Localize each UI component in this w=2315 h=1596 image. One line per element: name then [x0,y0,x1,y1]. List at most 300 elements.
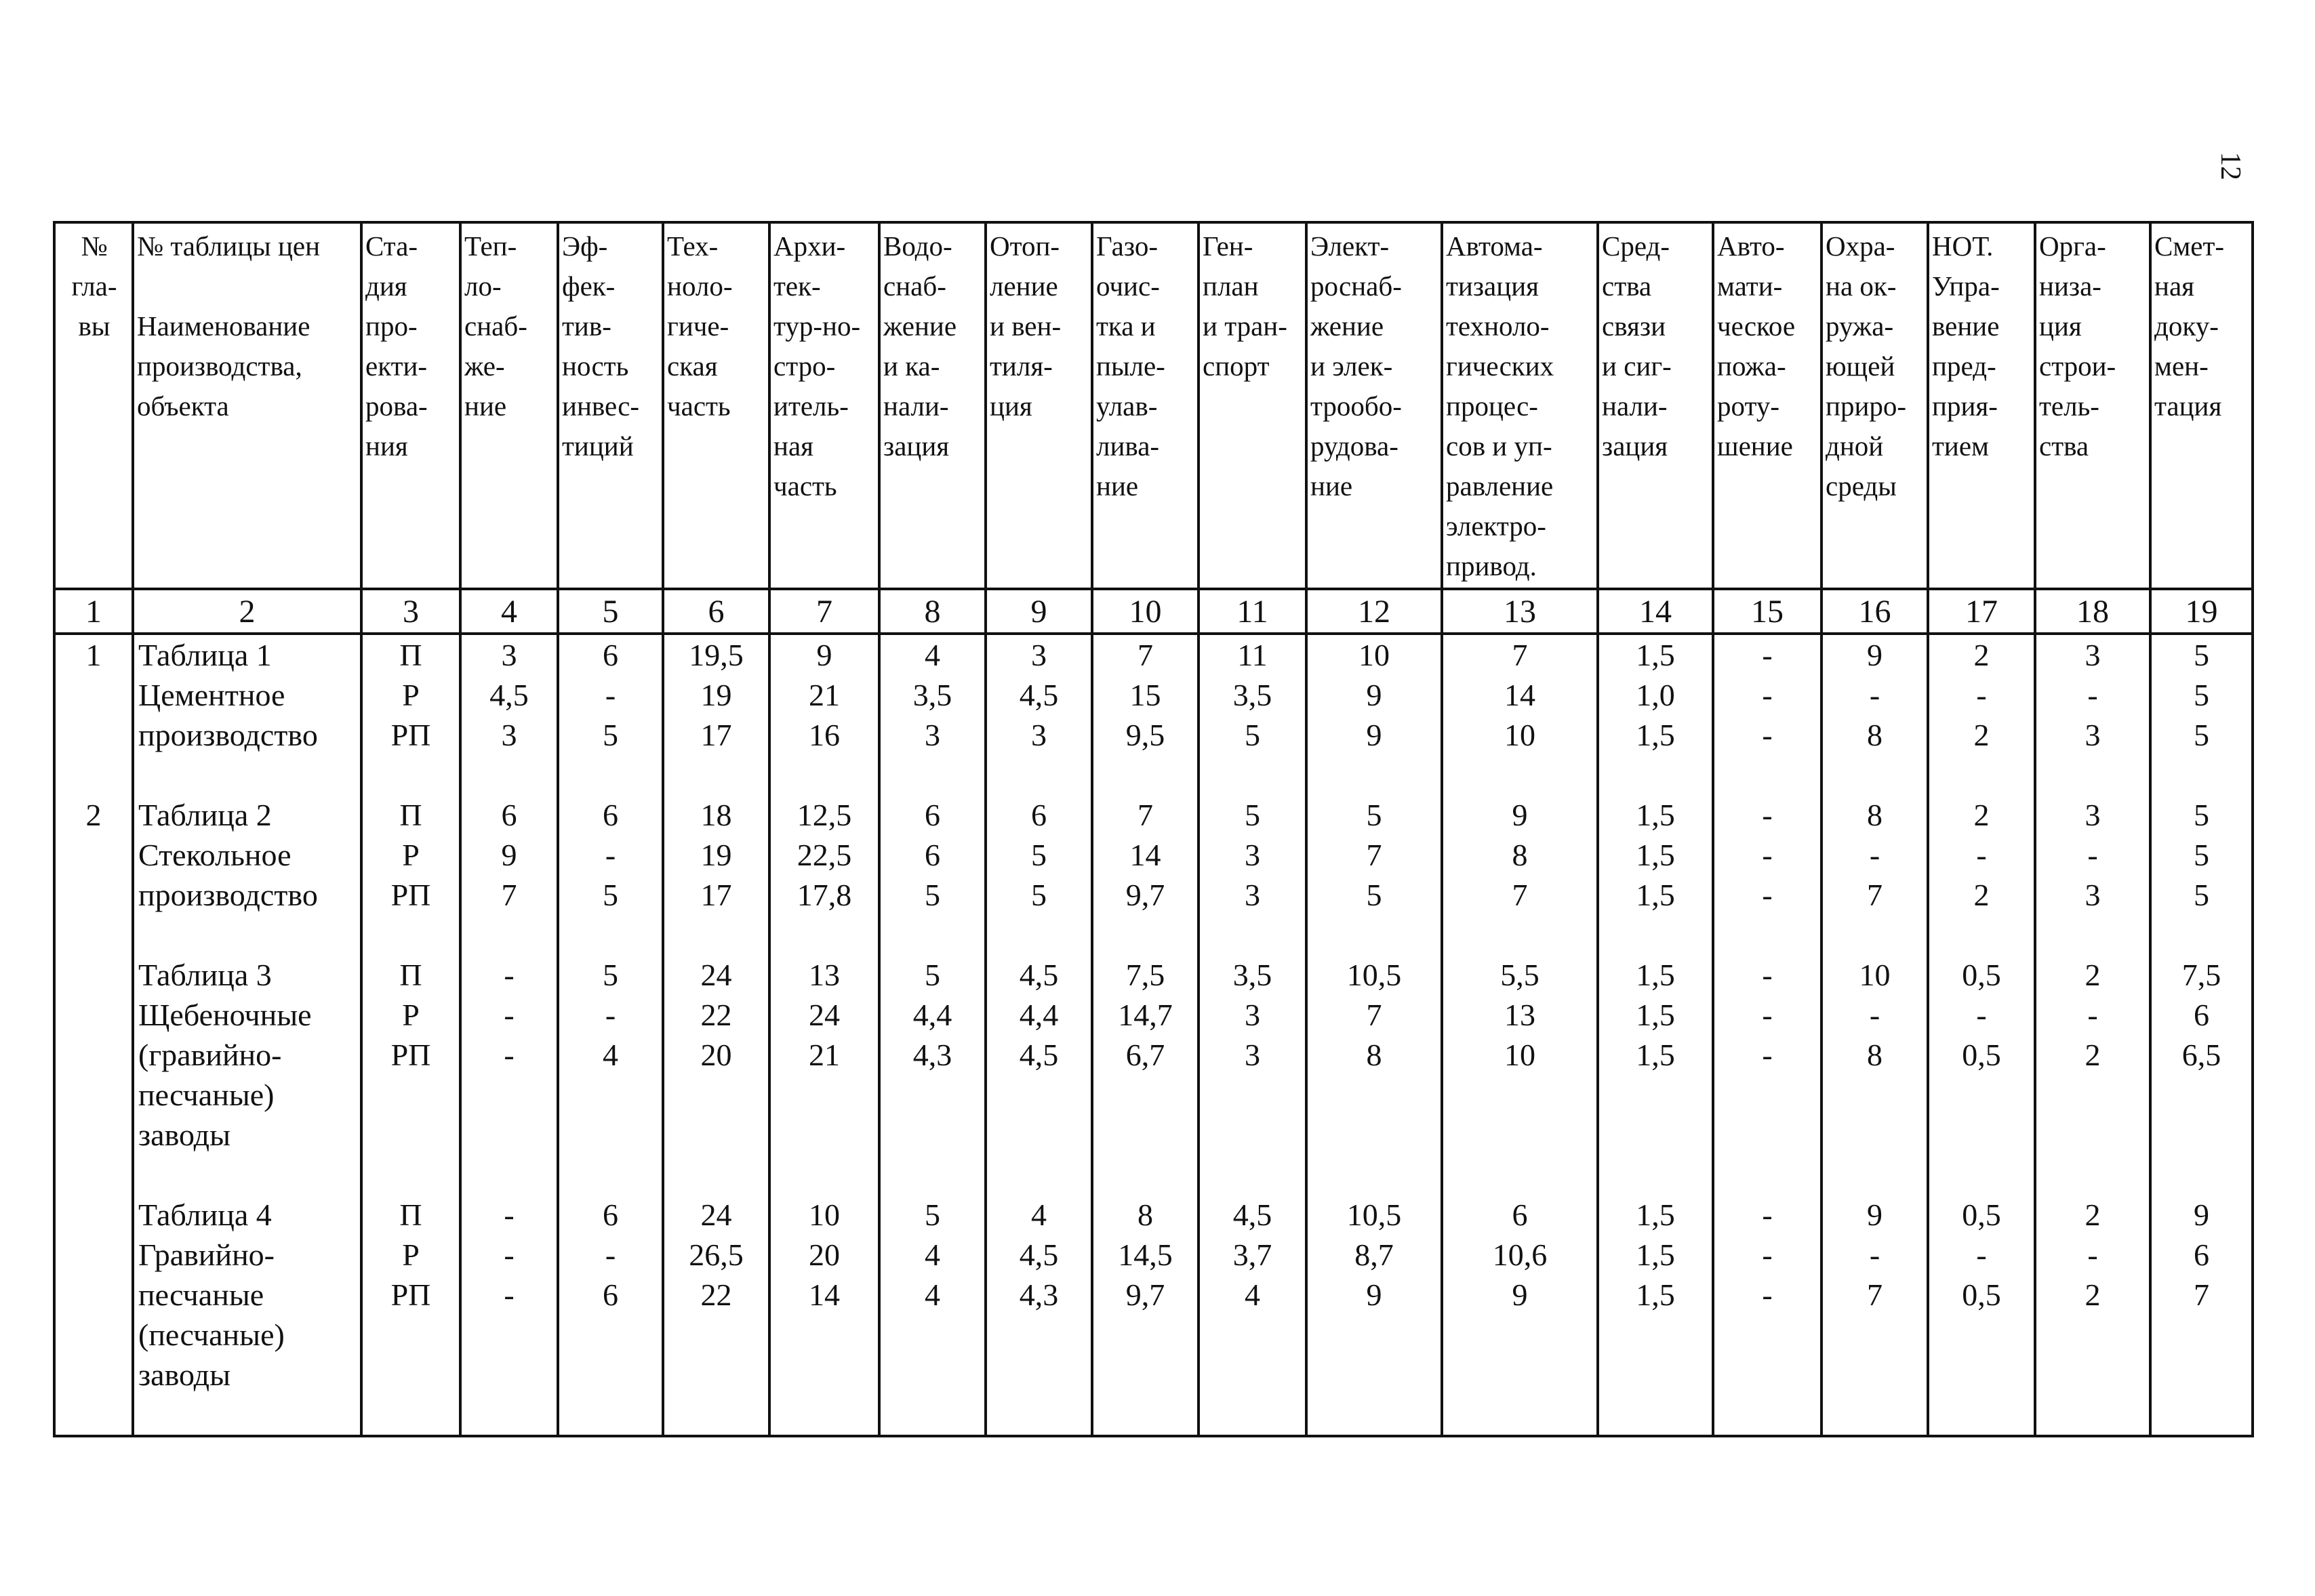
table-cell: 7 [1138,638,1153,672]
table-cell: 4,5 [1019,678,1059,712]
table-cell: 6 [1512,1198,1528,1232]
table-cell: 10,6 [1492,1237,1548,1272]
table-cell: 9 [1512,1277,1528,1312]
header-line: Отоп- [990,230,1060,262]
group-block [363,1195,459,1435]
table-cell: 2 [2085,958,2101,992]
table-cell: 22 [700,998,732,1032]
object-name-line: песчаные) [138,1078,275,1112]
table-cell: 15 [1129,678,1161,712]
group-block [1714,955,1820,1195]
header-line: зация [883,430,950,462]
header-line: электро- [1446,510,1546,541]
header-line: мен- [2154,350,2209,382]
table-cell: - [1762,718,1773,752]
group-block [1443,955,1596,1195]
table-cell: Р [402,1237,420,1272]
column-1-body [54,634,133,1436]
table-cell: 3,5 [1232,678,1272,712]
table-cell: 7 [501,878,517,912]
table-cell: 6 [603,638,618,672]
table-cell: 10 [1504,718,1535,752]
column-17-body [1928,634,2035,1436]
object-name-line: Таблица 4 [138,1198,272,1232]
group-block [2036,795,2149,955]
header-line: тель- [2039,390,2099,422]
group-block [462,635,557,795]
group-block [1200,795,1305,955]
column-number: 17 [1928,589,2035,634]
table-cell: 3,7 [1232,1237,1272,1272]
table-cell: - [1762,1038,1773,1072]
object-name-line: Таблица 1 [138,638,272,672]
object-name-line: (песчаные) [138,1317,285,1352]
table-cell: 19 [700,838,732,872]
group-block [1929,1195,2034,1435]
table-cell: - [504,1237,515,1272]
table-cell: 5 [603,718,618,752]
header-line: Газо- [1096,230,1158,262]
group-block [1308,955,1441,1195]
table-cell: 5 [1245,718,1260,752]
table-cell: - [2087,838,2098,872]
table-cell: 17 [700,718,732,752]
group-block [1929,955,2034,1195]
table-cell: 5 [925,1198,940,1232]
table-cell: 7 [1512,638,1528,672]
column-header-5 [558,222,663,589]
table-cell: - [1762,1237,1773,1272]
header-line: ства [1602,270,1652,302]
table-cell: 4,5 [1019,958,1059,992]
header-line: улав- [1096,390,1158,422]
table-cell: 3 [2085,718,2101,752]
table-cell: 4,4 [1019,998,1059,1032]
table-cell: 1,5 [1636,998,1675,1032]
column-number: 3 [361,589,460,634]
group-block [881,635,984,795]
table-cell: - [605,838,616,872]
header-line: среды [1826,470,1897,502]
group-block [1093,635,1197,795]
column-9-body [986,634,1092,1436]
table-cell: 14,5 [1118,1237,1173,1272]
column-3-body [361,634,460,1436]
column-number: 4 [460,589,558,634]
table-cell: РП [390,1038,431,1072]
column-4-body [460,634,558,1436]
table-cell: 9,7 [1125,1277,1165,1312]
group-block [664,1195,768,1435]
table-cell: 3 [1245,878,1260,912]
table-cell: 9,5 [1125,718,1165,752]
table-cell: 11 [1237,638,1268,672]
table-cell: - [1762,878,1773,912]
header-line: рудова- [1310,430,1398,462]
header-line: часть [667,390,731,422]
column-header-18 [2035,222,2150,589]
table-cell: 5 [1245,798,1260,832]
column-number: 5 [558,589,663,634]
table-cell: 0,5 [1962,1277,2001,1312]
group-block [664,635,768,795]
table-cell: 10 [1504,1038,1535,1072]
header-line: роту- [1717,390,1779,422]
table-cell: 6,7 [1125,1038,1165,1072]
header-line: ния [365,430,408,462]
table-cell: 14 [809,1277,840,1312]
header-line: очис- [1096,270,1160,302]
table-cell: 9,7 [1125,878,1165,912]
header-line: объекта [137,390,229,422]
table-cell: - [1762,798,1773,832]
table-cell: 5 [603,878,618,912]
column-header-2 [133,222,361,589]
table-cell: 5 [2194,878,2209,912]
table-cell: 17,8 [797,878,852,912]
header-line: Авто- [1717,230,1785,262]
header-line: инвес- [562,390,640,422]
table-cell: - [2087,678,2098,712]
group-block [881,955,984,1195]
column-number: 13 [1442,589,1598,634]
header-line [137,268,359,308]
table-cell: 7 [1366,998,1382,1032]
column-header-9 [986,222,1092,589]
group-block [462,795,557,955]
table-cell: 5 [603,958,618,992]
object-name-line: Таблица 2 [138,798,272,832]
header-line: пыле- [1096,350,1165,382]
header-line: техноло- [1446,310,1550,342]
group-block [1443,1195,1596,1435]
table-cell: 9 [1867,638,1883,672]
column-header-7 [769,222,879,589]
header-line: ние [1310,470,1353,502]
column-header-3 [361,222,460,589]
table-cell: 9 [1366,1277,1382,1312]
header-line: дной [1826,430,1884,462]
chapter-number: 2 [85,798,102,832]
group-block [2152,795,2251,955]
table-cell: - [1976,998,1987,1032]
group-block [559,955,662,1195]
group-block [1308,635,1441,795]
table-cell: 1,5 [1636,1198,1675,1232]
group-block [881,795,984,955]
group-block [559,635,662,795]
group-block [1823,1195,1927,1435]
table-cell: 7,5 [2181,958,2221,992]
table-cell: - [504,1198,515,1232]
column-number: 16 [1821,589,1928,634]
column-18-body [2035,634,2150,1436]
table-cell: 5 [1031,878,1047,912]
header-line: Ген- [1203,230,1253,262]
column-number: 1 [54,589,133,634]
header-line: Наименование [137,310,310,342]
table-cell: 1,5 [1636,1237,1675,1272]
header-line: Архи- [773,230,846,262]
header-line: трообо- [1310,390,1402,422]
header-line: фек- [562,270,616,302]
table-cell: 6 [603,1277,618,1312]
column-header-16 [1821,222,1928,589]
table-cell: 7 [1512,878,1528,912]
header-line: пожа- [1717,350,1786,382]
group-block [56,955,132,1195]
table-cell: 3 [1245,998,1260,1032]
table-cell: Р [402,998,420,1032]
table-cell: 2 [1973,638,1990,672]
header-line: мати- [1717,270,1783,302]
header-line: Тех- [667,230,719,262]
table-cell: 8 [1867,1038,1883,1072]
column-19-body [2150,634,2253,1436]
group-block [771,635,878,795]
table-cell: - [605,678,616,712]
header-line: Смет- [2154,230,2225,262]
group-block [1714,1195,1820,1435]
header-line: равление [1446,470,1554,502]
group-block [138,635,360,795]
column-header-1 [54,222,133,589]
table-cell: 1,5 [1636,638,1675,672]
table-cell: 3 [1031,718,1047,752]
table-cell: 17 [700,878,732,912]
table-cell: - [605,998,616,1032]
table-cell: 6 [925,798,940,832]
column-14-body [1598,634,1713,1436]
table-cell: - [1762,838,1773,872]
header-line: Упра- [1932,270,2000,302]
header-line: ноло- [667,270,733,302]
table-cell: 10 [1859,958,1891,992]
table-cell: - [1869,838,1880,872]
column-number: 19 [2150,589,2253,634]
group-block [1599,795,1712,955]
object-name-line: производство [138,878,318,912]
header-line: Ста- [365,230,418,262]
table-cell: 24 [700,1198,732,1232]
table-cell: - [1869,998,1880,1032]
table-cell: 21 [809,1038,840,1072]
table-cell: 7 [1867,1277,1883,1312]
column-number: 15 [1713,589,1821,634]
table-cell: 19,5 [689,638,744,672]
group-block [1200,635,1305,795]
table-cell: 1,5 [1636,1277,1675,1312]
table-cell: 3 [501,638,517,672]
table-cell: - [504,998,515,1032]
table-cell: 8 [1512,838,1528,872]
table-cell: 10,5 [1346,1198,1402,1232]
table-cell: 4,5 [1019,1038,1059,1072]
table-cell: 3 [2085,638,2101,672]
table-cell: 9 [816,638,832,672]
header-line: стро- [773,350,836,382]
group-block [56,795,132,955]
table-cell: 3 [1245,1038,1260,1072]
group-block [881,1195,984,1435]
group-block [771,1195,878,1435]
column-12-body [1306,634,1442,1436]
table-cell: 5 [2194,838,2209,872]
column-number: 10 [1092,589,1199,634]
group-block [2152,955,2251,1195]
header-line: производства, [137,350,302,382]
table-cell: 10 [809,1198,840,1232]
group-block [1200,955,1305,1195]
table-cell: 5 [2194,678,2209,712]
table-cell: 4,5 [489,678,529,712]
table-cell: 22,5 [797,838,852,872]
header-line: жение [883,310,957,342]
group-block [56,635,132,795]
group-block [987,1195,1091,1435]
table-cell: Р [402,838,420,872]
header-line: ция [990,390,1032,422]
header-line: ная [773,430,813,462]
header-line: процес- [1446,390,1538,422]
column-header-17 [1928,222,2035,589]
header-line: итель- [773,390,849,422]
header-line: вы [78,310,110,342]
table-cell: 7 [1867,878,1883,912]
object-name-line: производство [138,718,318,752]
group-block [771,955,878,1195]
table-cell: 3 [1031,638,1047,672]
column-number: 11 [1199,589,1306,634]
header-line: на ок- [1826,270,1897,302]
table-cell: 6 [2194,998,2209,1032]
object-name-line: заводы [138,1357,230,1392]
header-line: Теп- [464,230,517,262]
table-cell: 13 [809,958,840,992]
table-cell: 8 [1867,798,1883,832]
group-block [1599,635,1712,795]
group-block [664,955,768,1195]
table-cell: П [399,798,422,832]
column-header-4 [460,222,558,589]
table-cell: - [1976,838,1987,872]
header-line: спорт [1203,350,1270,382]
column-6-body [663,634,769,1436]
table-cell: 0,5 [1962,958,2001,992]
column-7-body [769,634,879,1436]
table-cell: - [1762,958,1773,992]
header-line: ность [562,350,629,382]
table-cell: - [1762,1277,1773,1312]
table-cell: - [504,1038,515,1072]
group-block [559,1195,662,1435]
table-cell: 22 [700,1277,732,1312]
group-block [2152,635,2251,795]
table-cell: 6 [603,1198,618,1232]
group-block [1823,635,1927,795]
header-line: тация [2154,390,2222,422]
table-cell: 14 [1129,838,1161,872]
group-block [1093,1195,1197,1435]
table-cell: 4 [925,1277,940,1312]
header-line: и тран- [1203,310,1287,342]
header-line: ческое [1717,310,1796,342]
group-block [138,955,360,1195]
table-cell: 9 [1366,678,1382,712]
group-block [2036,955,2149,1195]
table-cell: 8,7 [1354,1237,1394,1272]
table-cell: - [1976,678,1987,712]
table-cell: П [399,958,422,992]
group-block [138,795,360,955]
table-cell: 2 [2085,1277,2101,1312]
group-block [1599,955,1712,1195]
group-block [664,795,768,955]
table-cell: 1,5 [1636,878,1675,912]
column-header-19 [2150,222,2253,589]
table-cell: 6 [1031,798,1047,832]
header-line: тур-но- [773,310,861,342]
table-cell: 24 [809,998,840,1032]
table-cell: 4 [1031,1198,1047,1232]
table-cell: 18 [700,798,732,832]
header-line: строи- [2039,350,2116,382]
column-5-body [558,634,663,1436]
header-line: Сред- [1602,230,1670,262]
table-cell: 3,5 [912,678,952,712]
header-line: ло- [464,270,502,302]
table-cell: 0,5 [1962,1198,2001,1232]
header-line: Элект- [1310,230,1390,262]
header-line: же- [464,350,505,382]
table-cell: 4 [603,1038,618,1072]
table-cell: 24 [700,958,732,992]
table-cell: 7 [1138,798,1153,832]
table-cell: 20 [700,1038,732,1072]
table-cell: - [1762,638,1773,672]
table-cell: 6 [501,798,517,832]
column-number: 6 [663,589,769,634]
group-block [987,795,1091,955]
header-line: ние [464,390,507,422]
header-line: тиций [562,430,634,462]
table-cell: 3 [2085,798,2101,832]
table-cell: 2 [1973,798,1990,832]
group-block [1308,1195,1441,1435]
header-line: Орга- [2039,230,2106,262]
group-block [1599,1195,1712,1435]
header-line: низа- [2039,270,2101,302]
header-line: привод. [1446,550,1537,581]
table-cell: 10 [1358,638,1390,672]
column-header-6 [663,222,769,589]
table-cell: 4,3 [1019,1277,1059,1312]
table-cell: 5 [1366,798,1382,832]
table-cell: 2 [1973,878,1990,912]
group-block [1714,795,1820,955]
group-block [363,955,459,1195]
group-block [1093,795,1197,955]
table-cell: - [1762,1198,1773,1232]
header-line: часть [773,470,837,502]
table-cell: 8 [1366,1038,1382,1072]
table-cell: 1,0 [1636,678,1675,712]
table-cell: - [1762,998,1773,1032]
column-8-body [879,634,986,1436]
header-line: ление [990,270,1058,302]
column-header-8 [879,222,986,589]
header-line: тив- [562,310,611,342]
